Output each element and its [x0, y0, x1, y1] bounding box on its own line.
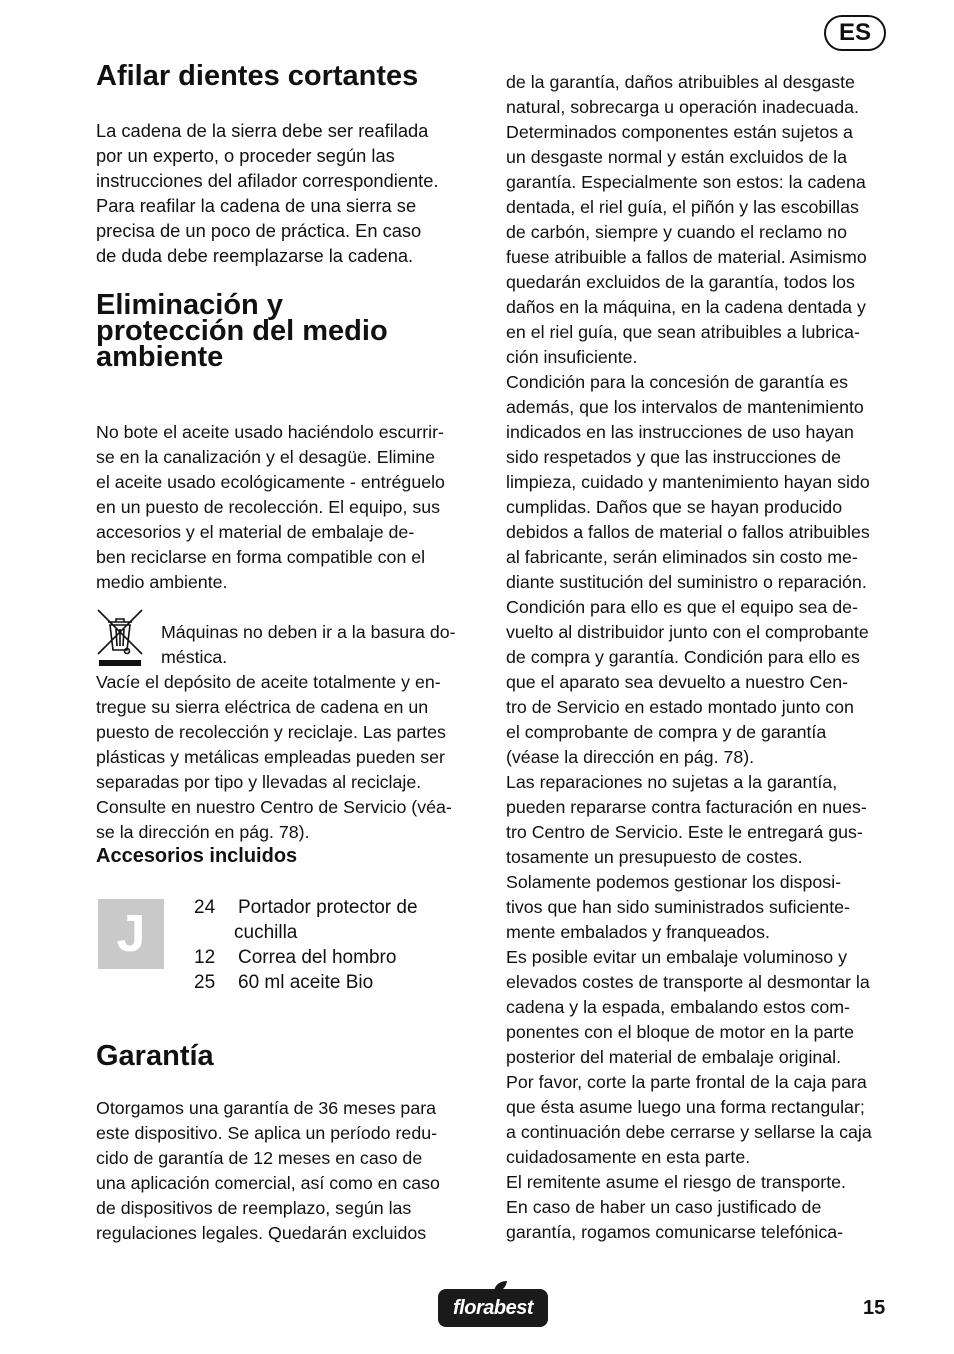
item-text: Correa del hombro: [238, 947, 397, 968]
text-line: garantía, rogamos comunicarse telefónica-: [506, 1222, 844, 1242]
text-line: al fabricante, serán eliminados sin costo me-: [506, 547, 858, 567]
text-line: que ésta asume luego una forma rectangular;: [506, 1097, 865, 1117]
text-line: instrucciones del afilador correspondiente.: [96, 170, 439, 191]
language-badge: ES: [824, 15, 886, 51]
page-number: 15: [863, 1297, 886, 1319]
text-line: daños en la máquina, en la cadena dentada y: [506, 297, 866, 317]
text-line: Es posible evitar un embalaje voluminoso y: [506, 947, 847, 967]
text-line: Determinados componentes están sujetos a: [506, 122, 853, 142]
section-title-disposal: [96, 289, 496, 373]
crossed-out-wheelie-bin-icon: [96, 608, 144, 668]
text-line: posterior del material de embalaje original.: [506, 1047, 842, 1067]
text-line: accesorios y el material de embalaje de-: [96, 522, 415, 542]
text-line: que el aparato sea devuelto a nuestro Cen-: [506, 672, 849, 692]
text-line: quedarán excluidos de la garantía, todos los: [506, 272, 855, 292]
text-line: de la garantía, daños atribuibles al desgaste: [506, 72, 855, 92]
text-line: pueden repararse contra facturación en nues-: [506, 797, 867, 817]
text-line: por un experto, o proceder según las: [96, 145, 395, 166]
text-line: Otorgamos una garantía de 36 meses para: [96, 1098, 437, 1118]
text-line: puesto de recolección y reciclaje. Las partes: [96, 722, 446, 742]
text-line: precisa de un poco de práctica. En caso: [96, 220, 422, 241]
text-line: este dispositivo. Se aplica un período redu-: [96, 1123, 438, 1143]
text-line: mente embalados y franqueados.: [506, 922, 770, 942]
text-line: una aplicación comercial, así como en caso: [96, 1173, 440, 1193]
text-line: Las reparaciones no sujetas a la garantía,: [506, 772, 838, 792]
text-line: a continuación debe cerrarse y sellarse la caja: [506, 1122, 872, 1142]
text-line: debidos a fallos de material o fallos atribuibles: [506, 522, 870, 542]
text-line: indicados en las instrucciones de uso hayan: [506, 422, 854, 442]
text-line: garantía. Especialmente son estos: la cadena: [506, 172, 866, 192]
text-line: ción insuficiente.: [506, 347, 638, 367]
text-line: ben reciclarse en forma compatible con el: [96, 547, 426, 567]
text-line: cuidadosamente en esta parte.: [506, 1147, 751, 1167]
accessories-heading: Accesorios incluidos: [96, 845, 298, 867]
text-line: vuelto al distribuidor junto con el comprobante: [506, 622, 869, 642]
text-line: se la dirección en pág. 78).: [96, 822, 310, 842]
accessories-figure-letter: J: [98, 899, 164, 969]
item-text-continued: cuchilla: [234, 922, 298, 943]
title-line: Eliminación y: [96, 289, 283, 321]
text-line: tro de Servicio en estado montado junto con: [506, 697, 854, 717]
text-line: méstica.: [161, 647, 228, 667]
text-line: La cadena de la sierra debe ser reafilada: [96, 120, 429, 141]
text-line: plásticas y metálicas empleadas pueden ser: [96, 747, 445, 767]
text-line: regulaciones legales. Quedarán excluidos: [96, 1223, 427, 1243]
brand-logo: florabest: [438, 1289, 548, 1327]
text-line: limpieza, cuidado y mantenimiento hayan sido: [506, 472, 870, 492]
text-line: el aceite usado ecológicamente - entréguelo: [96, 472, 445, 492]
text-line: separadas por tipo y llevadas al reciclaje.: [96, 772, 422, 792]
text-line: cumplidas. Daños que se hayan producido: [506, 497, 843, 517]
text-line: Condición para la concesión de garantía es: [506, 372, 849, 392]
text-line: Vacíe el depósito de aceite totalmente y en-: [96, 672, 441, 692]
text-line: ponentes con el bloque de motor en la parte: [506, 1022, 854, 1042]
recycling-paragraph: [96, 670, 496, 845]
text-line: fuese atribuible a fallos de material. Asimismo: [506, 247, 867, 267]
list-item: [194, 945, 494, 970]
text-line: No bote el aceite usado haciéndolo escurrir-: [96, 422, 444, 442]
text-line: cadena y la espada, embalando estos com-: [506, 997, 850, 1017]
text-line: elevados costes de transporte al desmontar la: [506, 972, 870, 992]
text-line: de duda debe reemplazarse la cadena.: [96, 245, 414, 266]
title-line: ambiente: [96, 341, 224, 373]
item-text: Portador protector de: [238, 897, 418, 918]
text-line: el comprobante de compra y de garantía: [506, 722, 827, 742]
text-line: Para reafilar la cadena de una sierra se: [96, 195, 417, 216]
text-line: tivos que han sido suministrados suficiente-: [506, 897, 850, 917]
text-line: dentada, el riel guía, el piñón y las escobillas: [506, 197, 859, 217]
text-line: un desgaste normal y están excluidos de la: [506, 147, 848, 167]
item-number: 25: [194, 972, 216, 993]
weee-note: [161, 620, 481, 670]
text-line: cido de garantía de 12 meses en caso de: [96, 1148, 423, 1168]
disposal-paragraph: [96, 420, 496, 595]
warranty-paragraph: [96, 1096, 496, 1246]
text-line: tregue su sierra eléctrica de cadena en un: [96, 697, 429, 717]
text-line: tosamente un presupuesto de costes.: [506, 847, 803, 867]
text-line: además, que los intervalos de mantenimiento: [506, 397, 864, 417]
text-line: Máquinas no deben ir a la basura do-: [161, 622, 456, 642]
text-line: se en la canalización y el desagüe. Elimine: [96, 447, 436, 467]
text-line: En caso de haber un caso justificado de: [506, 1197, 822, 1217]
section-title-warranty: Garantía: [96, 1040, 214, 1072]
text-line: de dispositivos de reemplazo, según las: [96, 1198, 412, 1218]
text-line: tro Centro de Servicio. Este le entregará gus-: [506, 822, 863, 842]
text-line: Consulte en nuestro Centro de Servicio (véa-: [96, 797, 452, 817]
accessories-list: [194, 895, 494, 995]
text-line: medio ambiente.: [96, 572, 228, 592]
text-line: de carbón, siempre y cuando el reclamo no: [506, 222, 847, 242]
text-line: en un puesto de recolección. El equipo, sus: [96, 497, 440, 517]
text-line: en el riel guía, que sean atribuibles a lubrica-: [506, 322, 860, 342]
section-title-sharpening: Afilar dientes cortantes: [96, 60, 419, 92]
text-line: Por favor, corte la parte frontal de la caja para: [506, 1072, 867, 1092]
text-line: diante sustitución del suministro o reparación.: [506, 572, 867, 592]
text-line: El remitente asume el riesgo de transporte.: [506, 1172, 846, 1192]
list-item: [194, 895, 494, 920]
sharpening-paragraph: [96, 118, 496, 268]
item-number: 24: [194, 897, 216, 918]
item-text: 60 ml aceite Bio: [238, 972, 374, 993]
warranty-continued-text: [506, 70, 906, 1245]
text-line: natural, sobrecarga u operación inadecuada.: [506, 97, 859, 117]
text-line: Condición para ello es que el equipo sea de-: [506, 597, 858, 617]
text-line: (véase la dirección en pág. 78).: [506, 747, 755, 767]
title-line: protección del medio: [96, 315, 388, 347]
text-line: de compra y garantía. Condición para ello es: [506, 647, 860, 667]
list-item: [194, 970, 494, 995]
item-number: 12: [194, 947, 216, 968]
text-line: sido respetados y que las instrucciones de: [506, 447, 842, 467]
text-line: Solamente podemos gestionar los disposi-: [506, 872, 842, 892]
